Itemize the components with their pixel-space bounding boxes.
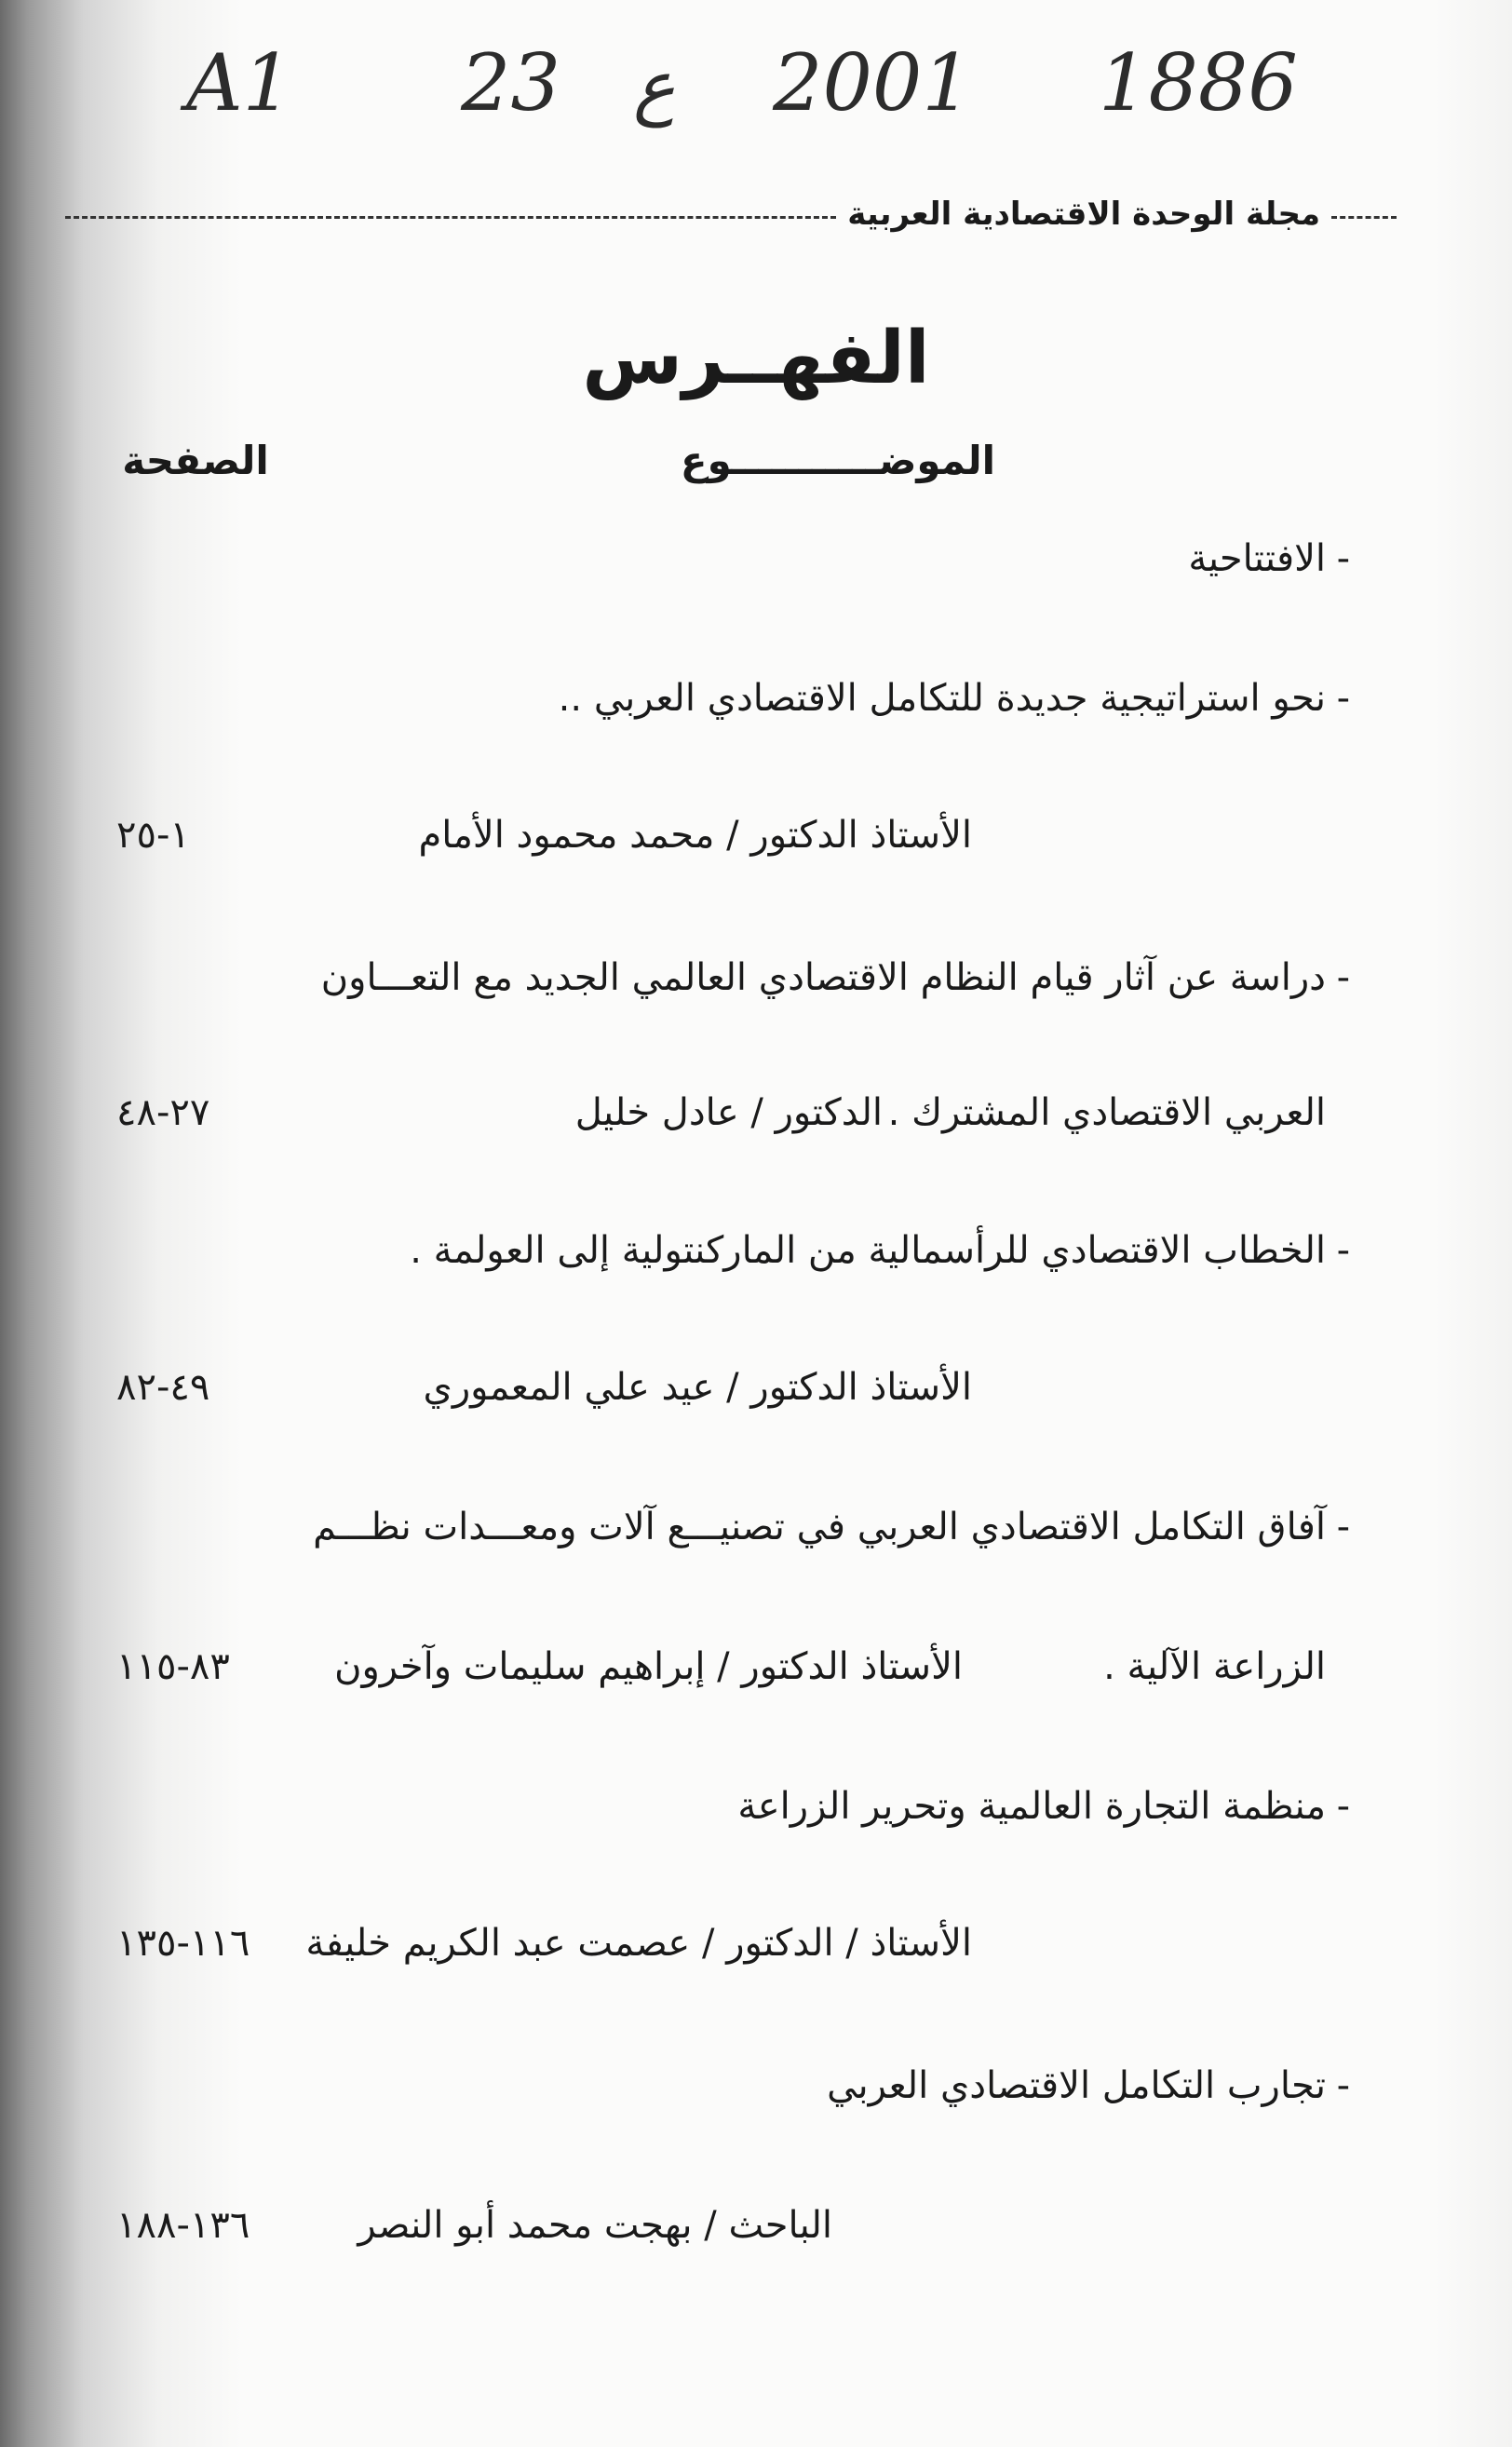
entry-title: منظمة التجارة العالمية وتحرير الزراعة <box>737 1785 1326 1828</box>
entry-pages: ١٣٦-١٨٨ <box>116 2204 250 2247</box>
toc-line <box>0 1218 1512 1283</box>
entry-title: نحو استراتيجية جديدة للتكامل الاقتصادي العربي .. <box>558 677 1326 720</box>
bullet-dash: - <box>1336 1506 1350 1548</box>
toc-line <box>0 2193 1512 2258</box>
entry-author: الأستاذ الدكتور / إبراهيم سليمات وآخرون <box>334 1645 963 1688</box>
entry-author: الأستاذ الدكتور / عيد علي المعموري <box>423 1366 972 1409</box>
toc-line <box>0 1080 1512 1145</box>
journal-header <box>65 186 1397 242</box>
bullet-dash: - <box>1336 537 1350 580</box>
bullet-dash: - <box>1336 2064 1350 2107</box>
entry-pages: ٢٧-٤٨ <box>116 1091 210 1134</box>
toc-line <box>0 1634 1512 1699</box>
entry-pages: ١١٦-١٣٥ <box>116 1922 250 1965</box>
toc-line <box>0 2053 1512 2118</box>
journal-name: مجلة الوحدة الاقتصادية العربية <box>847 196 1320 233</box>
entry-title: الافتتاحية <box>1188 537 1326 580</box>
toc-line <box>0 1774 1512 1839</box>
toc-line <box>0 1494 1512 1560</box>
entry-title: آفاق التكامل الاقتصادي العربي في تصنيـــع آلات ومعـــدات نظـــم <box>313 1506 1326 1548</box>
entry-title: العربي الاقتصادي المشترك . <box>887 1091 1326 1134</box>
bullet-dash: - <box>1336 956 1350 999</box>
handwritten-number: 1886 <box>1099 37 1298 128</box>
entry-author: الأستاذ / الدكتور / عصمت عبد الكريم خليفة <box>305 1922 972 1965</box>
bullet-dash: - <box>1336 1785 1350 1828</box>
column-header-topic: الموضـــــــــــوع <box>680 438 996 483</box>
bullet-dash: - <box>1336 677 1350 720</box>
toc-line <box>0 526 1512 591</box>
entry-author: الدكتور / عادل خليل <box>574 1091 883 1134</box>
handwritten-letter: ع <box>633 45 676 128</box>
entry-title: تجارب التكامل الاقتصادي العربي <box>827 2064 1326 2107</box>
toc-line <box>0 803 1512 868</box>
toc-line <box>0 1911 1512 1976</box>
entry-title: الزراعة الآلية . <box>1103 1645 1326 1688</box>
entry-pages: ٤٩-٨٢ <box>116 1366 210 1409</box>
entry-author: الباحث / بهجت محمد أبو النصر <box>358 2204 832 2247</box>
handwritten-year: 2001 <box>773 37 972 128</box>
entry-pages: ١-٢٥ <box>116 814 190 857</box>
entry-pages: ٨٣-١١٥ <box>116 1645 230 1688</box>
entry-title: دراسة عن آثار قيام النظام الاقتصادي العالمي الجديد مع التعـــاون <box>320 956 1326 999</box>
bullet-dash: - <box>1336 1229 1350 1272</box>
toc-line <box>0 1355 1512 1420</box>
entry-author: الأستاذ الدكتور / محمد محمود الأمام <box>418 814 972 857</box>
handwritten-code: A1 <box>186 37 293 128</box>
header-dash-left <box>65 216 836 219</box>
page-title: الفهــرس <box>582 317 930 400</box>
toc-line <box>0 945 1512 1010</box>
entry-title: الخطاب الاقتصادي للرأسمالية من الماركنتولية إلى العولمة . <box>410 1229 1326 1272</box>
column-header-page: الصفحة <box>122 438 269 483</box>
header-dash-right <box>1331 216 1397 219</box>
handwritten-day: 23 <box>461 37 560 128</box>
toc-line <box>0 666 1512 731</box>
